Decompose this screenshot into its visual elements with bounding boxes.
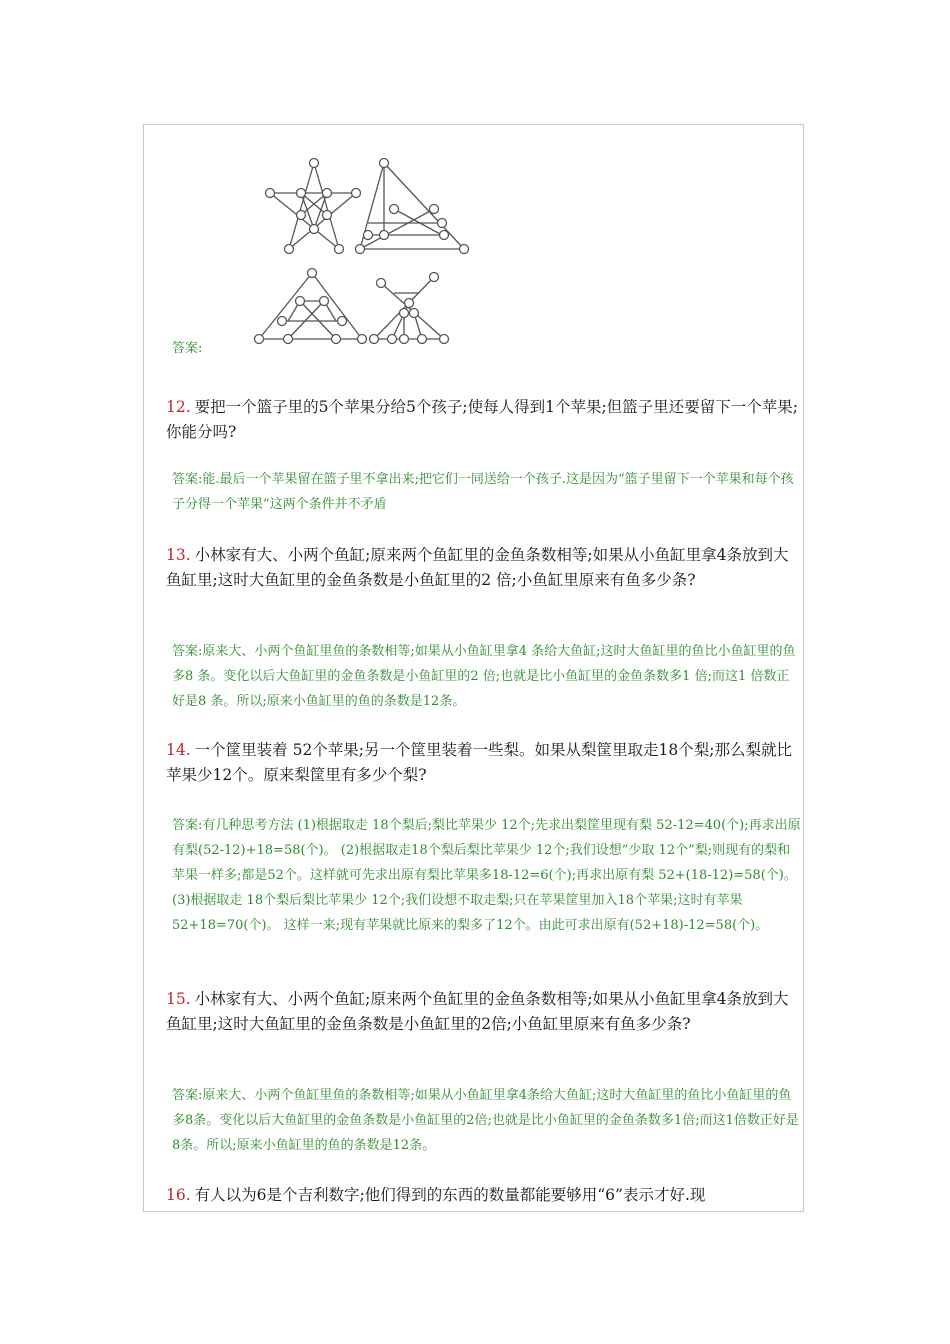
question-15: [166, 987, 801, 1037]
page-frame: [143, 124, 804, 1212]
question-text: 小林家有大、小两个鱼缸;原来两个鱼缸里的金鱼条数相等;如果从小鱼缸里拿4条放到大鱼缸里;这时大鱼缸里的金鱼条数是小鱼缸里的2 倍;小鱼缸里原来有鱼多少条?: [166, 546, 789, 589]
question-number: 16.: [166, 1186, 191, 1204]
point-line-diagrams: [244, 153, 474, 353]
question-text: 有人以为6是个吉利数字;他们得到的东西的数量都能要够用“6”表示才好.现: [194, 1186, 706, 1204]
answer-15: 答案:原来大、小两个鱼缸里鱼的条数相等;如果从小鱼缸里拿4条给大鱼缸;这时大鱼缸里的鱼比小鱼缸里的鱼多8条。变化以后大鱼缸里的金鱼条数是小鱼缸里的2倍;也就是比小鱼缸里的金鱼条数多1倍;而这1倍数正好是8条。所以;原来小鱼缸里的鱼的条数是12条。: [172, 1088, 799, 1153]
question-13: [166, 543, 801, 593]
question-text: 要把一个篮子里的5个苹果分给5个孩子;使每人得到1个苹果;但篮子里还要留下一个苹果;你能分吗?: [166, 398, 798, 441]
question-number: 13.: [166, 546, 191, 564]
answer-12: 答案:能.最后一个苹果留在篮子里不拿出来;把它们一同送给一个孩子.这是因为“篮子里留下一个苹果和每个孩子分得一个苹果”这两个条件并不矛盾: [172, 472, 794, 512]
question-number: 14.: [166, 741, 191, 759]
question-text: 一个筐里装着 52个苹果;另一个筐里装着一些梨。如果从梨筐里取走18个梨;那么梨就比苹果少12个。原来梨筐里有多少个梨?: [166, 741, 792, 784]
question-12: [166, 395, 801, 445]
answer-14: 答案:有几种思考方法 (1)根据取走 18个梨后;梨比苹果少 12个;先求出梨筐里现有梨 52-12=40(个);再求出原有梨(52-12)+18=58(个)。 (2)根据取走18个梨后梨比苹果少 12个;我们设想”少取 12个”梨;则现有的梨和苹果一样多;都是52个。这样就可先求出原有梨比苹果多18-12=6(个);再求出原有梨 52+(18-12)=58(个)。 (3)根据取走 18个梨后梨比苹果少 12个;我们设想不取走梨;只在苹果筐里加入18个苹果;这时有苹果52+18=70(个)。 这样一来;现有苹果就比原来的梨多了12个。由此可求出原有(52+18)-12=58(个)。: [172, 818, 801, 933]
question-number: 12.: [166, 398, 191, 416]
figures-answer-label: 答案:: [172, 341, 203, 356]
question-text: 小林家有大、小两个鱼缸;原来两个鱼缸里的金鱼条数相等;如果从小鱼缸里拿4条放到大鱼缸里;这时大鱼缸里的金鱼条数是小鱼缸里的2倍;小鱼缸里原来有鱼多少条?: [166, 990, 789, 1033]
question-14: [166, 738, 801, 788]
question-16: [166, 1183, 801, 1208]
answer-13: 答案:原来大、小两个鱼缸里鱼的条数相等;如果从小鱼缸里拿4 条给大鱼缸;这时大鱼缸里的鱼比小鱼缸里的鱼多8 条。变化以后大鱼缸里的金鱼条数是小鱼缸里的2 倍;也就是比小鱼缸里的金鱼条数多1 倍;而这1 倍数正好是8 条。所以;原来小鱼缸里的鱼的条数是12条。: [172, 644, 796, 709]
answer-figures: [244, 153, 474, 353]
question-number: 15.: [166, 990, 191, 1008]
